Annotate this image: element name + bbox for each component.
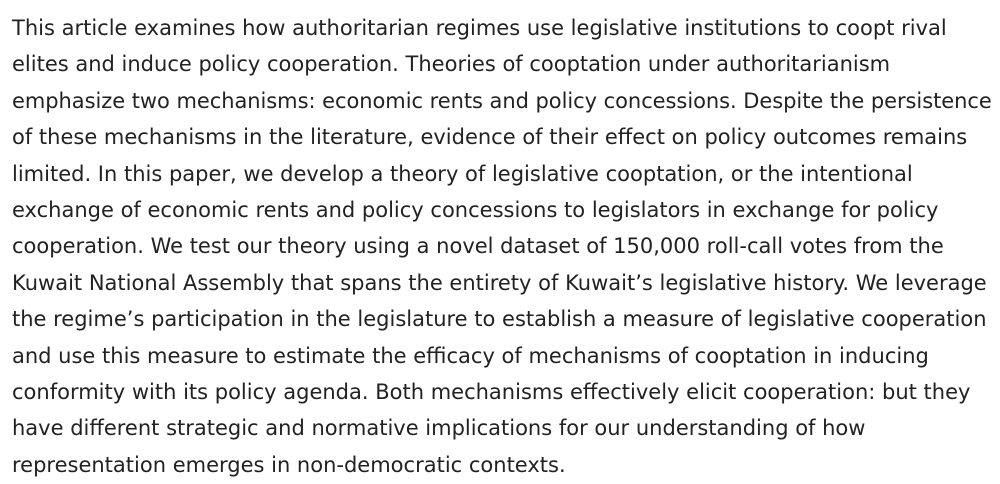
abstract-line: the regime’s participation in the legislature to establish a measure of legislative cooperation — [12, 307, 987, 332]
abstract-line: emphasize two mechanisms: economic rents and policy concessions. Despite the persistence — [12, 88, 992, 113]
abstract-line: This article examines how authoritarian regimes use legislative institutions to coopt rival — [12, 16, 947, 40]
abstract-line: of these mechanisms in the literature, evidence of their effect on policy outcomes remains — [12, 125, 968, 150]
abstract-line: cooperation. We test our theory using a novel dataset of 150,000 roll-call votes from the — [12, 234, 944, 259]
abstract-line: limited. In this paper, we develop a theory of legislative cooptation, or the intentional — [12, 161, 913, 186]
abstract-line: Kuwait National Assembly that spans the entirety of Kuwait’s legislative history. We leverage — [12, 270, 987, 295]
abstract-paragraph — [12, 10, 992, 483]
abstract-line: conformity with its policy agenda. Both mechanisms effectively elicit cooperation: but they — [12, 380, 971, 405]
abstract-line: representation emerges in non-democratic contexts. — [12, 452, 566, 477]
abstract-line: have different strategic and normative implications for our understanding of how — [12, 416, 866, 441]
abstract-line: exchange of economic rents and policy concessions to legislators in exchange for policy — [12, 198, 939, 223]
abstract-line: elites and induce policy cooperation. Theories of cooptation under authoritarianism — [12, 52, 891, 77]
abstract-line: and use this measure to estimate the efficacy of mechanisms of cooptation in inducing — [12, 343, 929, 368]
